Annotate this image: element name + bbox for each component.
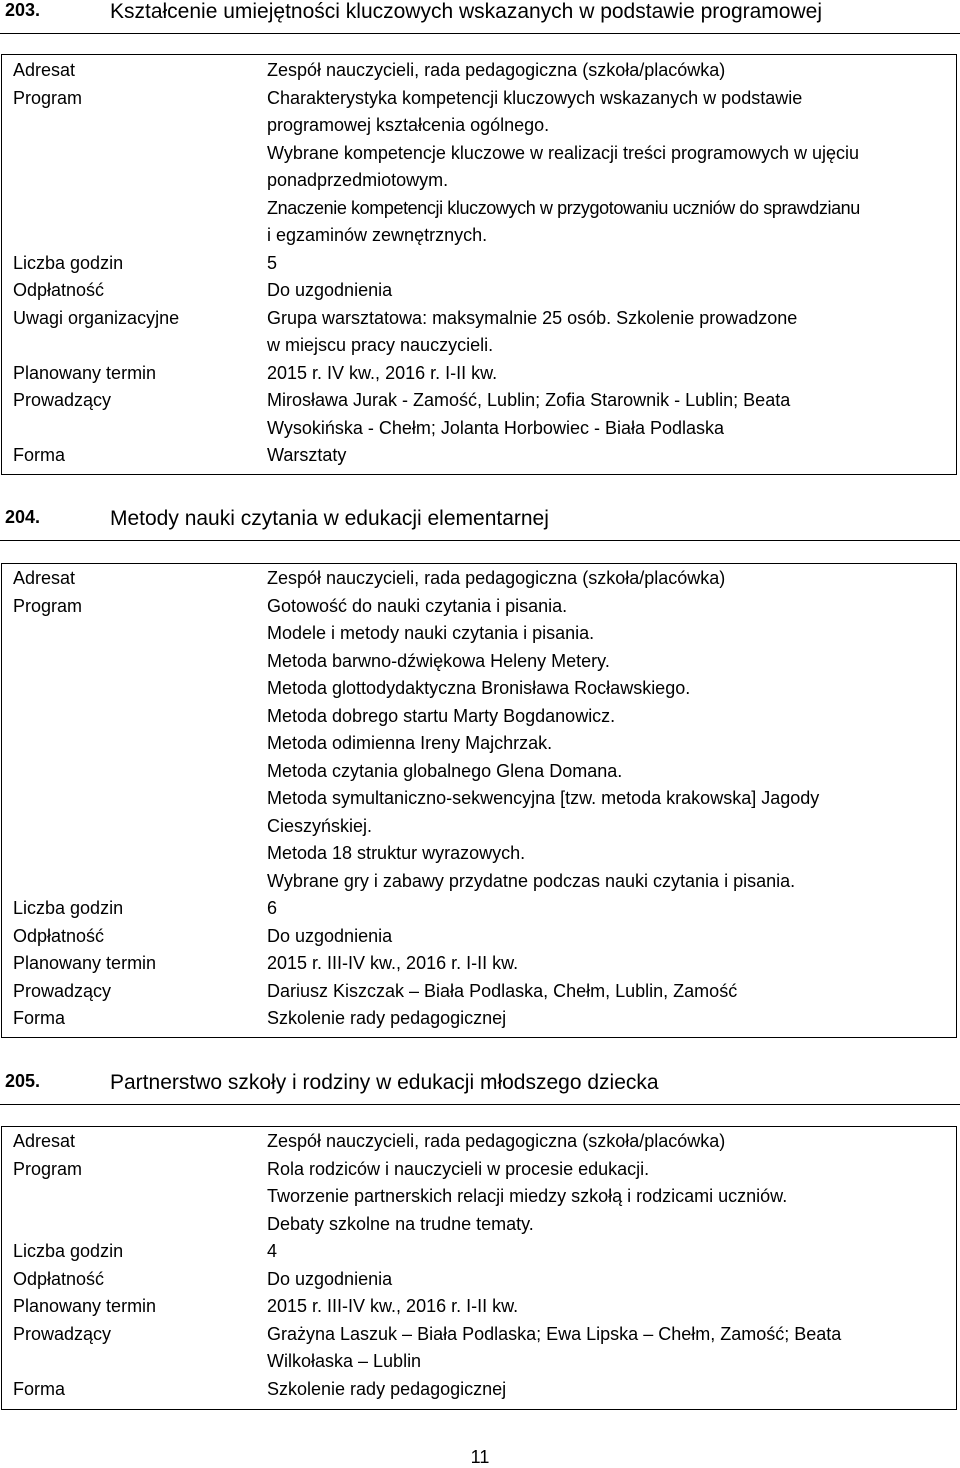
row-program: [2, 85, 957, 250]
value-line: Metoda symultaniczno-sekwencyjna [tzw. metoda krakowska] Jagody: [267, 788, 820, 808]
value-program: [253, 1156, 957, 1239]
value-line: Gotowość do nauki czytania i pisania.: [267, 595, 568, 616]
value-odplatnosc: Do uzgodnienia: [267, 280, 393, 300]
value-line: Metoda czytania globalnego Glena Domana.: [267, 760, 623, 781]
value-liczba-godzin: 4: [267, 1241, 278, 1261]
value-uwagi: [253, 305, 957, 360]
value-line: Cieszyńskiej.: [267, 815, 373, 836]
course-205-table: [1, 1126, 957, 1410]
label-forma: Forma: [13, 1008, 66, 1028]
value-line: Rola rodziców i nauczycieli w procesie edukacji.: [267, 1158, 650, 1179]
label-termin: Planowany termin: [13, 953, 157, 973]
page-number: 11: [470, 1447, 490, 1467]
label-odplatnosc: Odpłatność: [13, 925, 105, 946]
label-forma: Forma: [13, 1378, 66, 1399]
course-204-table: [1, 563, 957, 1038]
value-adresat: Zespół nauczycieli, rada pedagogiczna (szkoła/placówka): [267, 1131, 726, 1151]
value-line: Metoda barwno-dźwiękowa Heleny Metery.: [267, 650, 610, 671]
value-odplatnosc: Do uzgodnienia: [267, 925, 393, 946]
value-odplatnosc: Do uzgodnienia: [267, 1268, 393, 1289]
label-termin: Planowany termin: [13, 1296, 157, 1316]
value-line: Charakterystyka kompetencji kluczowych wskazanych w podstawie: [267, 87, 803, 108]
value-adresat: [253, 55, 957, 85]
row-program: [2, 1156, 957, 1239]
label-liczba-godzin: Liczba godzin: [13, 252, 124, 273]
value-line: Mirosława Jurak - Zamość, Lublin; Zofia Starownik - Lublin; Beata: [267, 390, 791, 410]
value-forma: Warsztaty: [267, 445, 347, 465]
value-line: Metoda 18 struktur wyrazowych.: [267, 843, 526, 863]
value-line: ponadprzedmiotowym.: [267, 170, 449, 190]
label-adresat: Adresat: [13, 568, 76, 588]
label-program: Program: [13, 1158, 83, 1179]
value-line: Debaty szkolne na trudne tematy.: [267, 1213, 534, 1234]
value-line: Modele i metody nauki czytania i pisania.: [267, 623, 595, 643]
value-line: Metoda glottodydaktyczna Bronisława Rocławskiego.: [267, 678, 691, 698]
course-203-table: [1, 54, 957, 475]
value-program: [253, 85, 957, 250]
section-title: Partnerstwo szkoły i rodziny w edukacji młodszego dziecka: [110, 1071, 659, 1094]
section-number: 204.: [5, 507, 41, 527]
value-line: Grażyna Laszuk – Biała Podlaska; Ewa Lipska – Chełm, Zamość; Beata: [267, 1323, 842, 1344]
value-termin: 2015 r. IV kw., 2016 r. I-II kw.: [267, 362, 498, 383]
value-line: Wybrane kompetencje kluczowe w realizacji treści programowych w ujęciu: [267, 142, 860, 163]
row-adresat: [2, 564, 957, 593]
label-program: Program: [13, 87, 83, 108]
section-title: Metody nauki czytania w edukacji elementarnej: [110, 507, 549, 530]
value-line: Tworzenie partnerskich relacji miedzy szkołą i rodzicami uczniów.: [267, 1186, 788, 1206]
label-liczba-godzin: Liczba godzin: [13, 898, 124, 918]
value-forma: Szkolenie rady pedagogicznej: [267, 1378, 507, 1399]
row-prowadzacy: [2, 1321, 957, 1376]
row-liczba-godzin: [2, 250, 957, 278]
value-termin: 2015 r. III-IV kw., 2016 r. I-II kw.: [267, 953, 519, 973]
value-prowadzacy: Dariusz Kiszczak – Biała Podlaska, Chełm, Lublin, Zamość: [267, 980, 738, 1001]
row-liczba-godzin: [2, 895, 957, 923]
row-termin: [2, 1293, 957, 1321]
value-liczba-godzin: 6: [267, 898, 278, 918]
label-prowadzacy: Prowadzący: [13, 390, 112, 410]
value-line: Metoda dobrego startu Marty Bogdanowicz.: [267, 705, 616, 726]
label-odplatnosc: Odpłatność: [13, 280, 105, 300]
row-adresat: [2, 1127, 957, 1156]
value-line: Wysokińska - Chełm; Jolanta Horbowiec - Biała Podlaska: [267, 417, 725, 438]
row-liczba-godzin: [2, 1238, 957, 1266]
value-program: [253, 593, 957, 896]
section-number: 203.: [5, 0, 41, 20]
value-prowadzacy: [253, 1321, 957, 1376]
label-odplatnosc: Odpłatność: [13, 1268, 105, 1289]
value-line: w miejscu pracy nauczycieli.: [267, 335, 494, 355]
value-prowadzacy: [253, 387, 957, 442]
label-prowadzacy: Prowadzący: [13, 980, 112, 1001]
label-uwagi: Uwagi organizacyjne: [13, 307, 180, 328]
value-line: Zespół nauczycieli, rada pedagogiczna (szkoła/placówka): [267, 60, 726, 80]
row-odplatnosc: [2, 1266, 957, 1294]
row-prowadzacy: [2, 387, 957, 442]
row-program: [2, 593, 957, 896]
section-divider: [0, 33, 960, 34]
value-line: Grupa warsztatowa: maksymalnie 25 osób. Szkolenie prowadzone: [267, 307, 798, 328]
row-forma: [2, 1005, 957, 1037]
label-adresat: Adresat: [13, 60, 76, 80]
section-number: 205.: [5, 1071, 41, 1091]
label-termin: Planowany termin: [13, 362, 157, 383]
section-divider: [0, 540, 960, 541]
label-liczba-godzin: Liczba godzin: [13, 1241, 124, 1261]
section-divider: [0, 1104, 960, 1105]
label-program: Program: [13, 595, 83, 616]
row-termin: [2, 950, 957, 978]
value-line: Wilkołaska – Lublin: [267, 1351, 422, 1371]
row-termin: [2, 360, 957, 388]
row-forma: [2, 442, 957, 474]
value-line: Wybrane gry i zabawy przydatne podczas nauki czytania i pisania.: [267, 870, 796, 891]
section-title: Kształcenie umiejętności kluczowych wskazanych w podstawie programowej: [110, 0, 822, 23]
value-termin: 2015 r. III-IV kw., 2016 r. I-II kw.: [267, 1296, 519, 1316]
value-line: programowej kształcenia ogólnego.: [267, 115, 550, 135]
value-line: Znaczenie kompetencji kluczowych w przygotowaniu uczniów do sprawdzianu: [267, 197, 860, 218]
row-adresat: [2, 55, 957, 85]
row-odplatnosc: [2, 277, 957, 305]
label-forma: Forma: [13, 445, 66, 465]
row-prowadzacy: [2, 978, 957, 1006]
value-adresat: Zespół nauczycieli, rada pedagogiczna (szkoła/placówka): [267, 568, 726, 588]
row-odplatnosc: [2, 923, 957, 951]
value-line: Metoda odimienna Ireny Majchrzak.: [267, 733, 553, 753]
row-forma: [2, 1376, 957, 1410]
label-adresat: Adresat: [13, 1131, 76, 1151]
value-forma: Szkolenie rady pedagogicznej: [267, 1008, 507, 1028]
row-uwagi: [2, 305, 957, 360]
label-prowadzacy: Prowadzący: [13, 1323, 112, 1344]
value-liczba-godzin: 5: [267, 252, 278, 273]
value-line: i egzaminów zewnętrznych.: [267, 225, 488, 245]
